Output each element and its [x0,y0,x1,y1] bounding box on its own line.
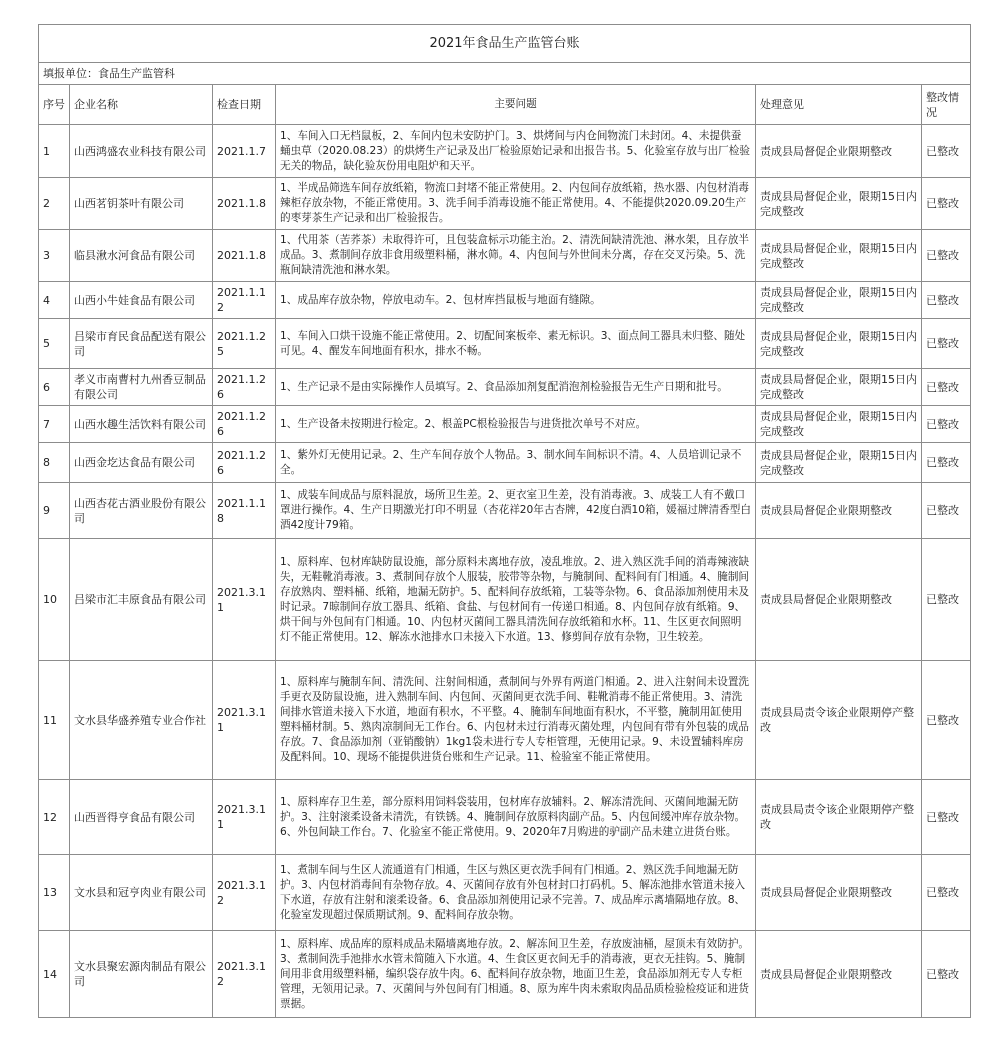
main-issues: 1、车间入口无档鼠板，2、车间内包未安防护门。3、烘烤间与内仓间物流门未封闭。4、未提供蚕蛹虫草（2020.08.23）的烘烤生产记录及出厂检验原始记录和出报告书。5、化验室存放与出厂检验无关的物品，缺化验灰份用电阻炉和天平。 [276,125,756,178]
main-issues: 1、生产设备未按期进行检定。2、根盖PC根检验报告与进货批次单号不对应。 [276,406,756,443]
company-name: 山西茗钥茶叶有限公司 [70,178,213,230]
company-name: 文水县华盛养殖专业合作社 [70,661,213,780]
table-row [39,230,971,282]
company-name: 山西鸿盛农业科技有限公司 [70,125,213,178]
rectification-status: 已整改 [922,282,971,319]
rectification-status: 已整改 [922,780,971,855]
inspection-date: 2021.3.12 [213,931,276,1018]
company-name: 山西杏花古酒业股份有限公司 [70,483,213,539]
row-number: 2 [39,178,70,230]
table-row [39,539,971,661]
row-number: 12 [39,780,70,855]
main-issues: 1、成装车间成品与原料混放，场所卫生差。2、更衣室卫生差，没有消毒液。3、成装工人有不戴口罩进行操作。4、生产日期激光打印不明显（杏花祥20年古杏牌，42度白酒10箱，媛福过牌清香型白酒42度计79箱。 [276,483,756,539]
supervision-ledger-table [38,24,971,1018]
company-name: 山西小牛娃食品有限公司 [70,282,213,319]
inspection-date: 2021.1.7 [213,125,276,178]
main-issues: 1、半成品筛选车间存放纸箱，物流口封堵不能正常使用。2、内包间存放纸箱，热水器、内包材消毒辣柜存放杂物，不能正常使用。3、洗手间手消毒设施不能正常使用。4、不能提供2020.09.20生产的枣芽茶生产记录和出厂检验报告。 [276,178,756,230]
rectification-status: 已整改 [922,855,971,931]
table-row [39,443,971,483]
company-name: 山西金圪达食品有限公司 [70,443,213,483]
handling-opinion: 责成县局督促企业限期整改 [756,931,922,1018]
row-number: 13 [39,855,70,931]
handling-opinion: 责成县局督促企业，限期15日内完成整改 [756,178,922,230]
inspection-date: 2021.1.8 [213,178,276,230]
table-row [39,483,971,539]
company-name: 文水县聚宏源肉制品有限公司 [70,931,213,1018]
header-inspection-date: 检查日期 [213,85,276,125]
inspection-date: 2021.3.12 [213,855,276,931]
rectification-status: 已整改 [922,406,971,443]
main-issues: 1、原料库、包材库缺防鼠设施，部分原料未离地存放，凌乱堆放。2、进入熟区洗手间的消毒辣液缺失，无鞋靴消毒液。3、煮制间存放个人服装，胶带等杂物，与腌制间、配料间有门相通。4、腌制间存放熟肉、塑料桶、纸箱，地漏无防护。5、配料间存放纸箱，工装等杂物。6、食品添加剂使用未及时记录。7晾制间存放工器具、纸箱、食盐、与包材间有一传递口相通。8、内包间存放有纸箱。9、烘干间与外包间有门相通。10、内包材灭菌间工器具清洗间存放纸箱和水杯。11、生区更衣间照明灯不能正常使用。12、解冻水池排水口未接入下水道。13、修剪间存放有杂物，卫生较差。 [276,539,756,661]
rectification-status: 已整改 [922,125,971,178]
company-name: 吕梁市汇丰原食品有限公司 [70,539,213,661]
table-row [39,319,971,369]
inspection-date: 2021.1.18 [213,483,276,539]
rectification-status: 已整改 [922,443,971,483]
inspection-date: 2021.1.8 [213,230,276,282]
main-issues: 1、紫外灯无使用记录。2、生产车间存放个人物品。3、制水间车间标识不清。4、人员培训记录不全。 [276,443,756,483]
handling-opinion: 责成县局督促企业，限期15日内完成整改 [756,369,922,406]
table-row [39,661,971,780]
rectification-status: 已整改 [922,539,971,661]
header-company-name: 企业名称 [70,85,213,125]
inspection-date: 2021.1.26 [213,369,276,406]
table-row [39,780,971,855]
row-number: 5 [39,319,70,369]
handling-opinion: 责成县局督促企业，限期15日内完成整改 [756,406,922,443]
header-no: 序号 [39,85,70,125]
row-number: 10 [39,539,70,661]
main-issues: 1、原料库存卫生差，部分原料用饲料袋装用，包材库存放辅料。2、解冻清洗间、灭菌间地漏无防护。3、注射滚柔设备未清洗，有铁锈。4、腌制间存放原料肉副产品。5、内包间缓冲库存放杂物。6、外包间缺工作台。7、化验室不能正常使用。9、2020年7月购进的驴副产品未建立进货台账。 [276,780,756,855]
header-rectification-status: 整改情况 [922,85,971,125]
main-issues: 1、成品库存放杂物，停放电动车。2、包材库挡鼠板与地面有缝隙。 [276,282,756,319]
handling-opinion: 责成县局督促企业限期整改 [756,855,922,931]
rectification-status: 已整改 [922,178,971,230]
inspection-date: 2021.1.25 [213,319,276,369]
main-issues: 1、原料库与腌制车间、清洗间、注射间相通，煮制间与外界有两道门相通。2、进入注射间未设置洗手更衣及防鼠设施，进入熟制车间、内包间、灭菌间更衣洗手间、鞋靴消毒不能正常使用。3、清洗间排水管道未接入下水道，地面有积水，不平整。4、腌制车间地面有积水，不平整，腌制用缸使用塑料桶材制。5、熟肉凉制间无工作台。6、内包材未过行消毒灭菌处理，内包间有带有外包装的成品存放。7、食品添加剂（亚销酸钠）1kg1袋未进行专人专柜管理，无使用记录。9、未设置辅料库房及配料间。10、现场不能提供进货台账和生产记录。11、检验室不能正常使用。 [276,661,756,780]
inspection-date: 2021.1.26 [213,406,276,443]
company-name: 孝义市南曹村九州香豆制品有限公司 [70,369,213,406]
handling-opinion: 责成县局责令该企业限期停产整改 [756,661,922,780]
handling-opinion: 责成县局督促企业，限期15日内完成整改 [756,282,922,319]
company-name: 山西水趣生活饮料有限公司 [70,406,213,443]
row-number: 1 [39,125,70,178]
main-issues: 1、煮制车间与生区人流通道有门相通，生区与熟区更衣洗手间有门相通。2、熟区洗手间地漏无防护。3、内包材消毒间有杂物存放。4、灭菌间存放有外包材封口打码机。5、解冻池排水管道未接入下水道，存放有注射和滚柔设备。6、食品添加剂使用记录不完善。7、成品库示离墙隔地存放。8、化验室发现超过保质期试剂。9、配料间存放杂物。 [276,855,756,931]
handling-opinion: 责成县局责令该企业限期停产整改 [756,780,922,855]
handling-opinion: 责成县局督促企业，限期15日内完成整改 [756,443,922,483]
handling-opinion: 责成县局督促企业，限期15日内完成整改 [756,230,922,282]
rectification-status: 已整改 [922,661,971,780]
table-row [39,931,971,1018]
table-row [39,178,971,230]
main-issues: 1、生产记录不是由实际操作人员填写。2、食品添加剂复配消泡剂检验报告无生产日期和批号。 [276,369,756,406]
row-number: 14 [39,931,70,1018]
company-name: 山西晋得亨食品有限公司 [70,780,213,855]
ledger-title: 2021年食品生产监管台账 [39,25,971,63]
row-number: 6 [39,369,70,406]
table-row [39,125,971,178]
row-number: 11 [39,661,70,780]
rectification-status: 已整改 [922,931,971,1018]
company-name: 文水县和冠亨肉业有限公司 [70,855,213,931]
rectification-status: 已整改 [922,369,971,406]
table-row [39,855,971,931]
handling-opinion: 责成县局督促企业限期整改 [756,125,922,178]
inspection-date: 2021.3.11 [213,661,276,780]
inspection-date: 2021.3.11 [213,780,276,855]
rectification-status: 已整改 [922,230,971,282]
inspection-date: 2021.1.12 [213,282,276,319]
table-row [39,406,971,443]
main-issues: 1、原料库、成品库的原料成品未隔墙离地存放。2、解冻间卫生差，存放废油桶，屋顶未有效防护。3、煮制间洗手池排水水管未简随入下水道。4、生食区更衣间无手的消毒液，更衣无挂钩。5、腌制间用非食用级塑料桶，编织袋存放牛肉。6、配料间存放杂物，地面卫生差，食品添加剂无专人专柜管理，无领用记录。7、灭菌间与外包间有门相通。8、原为库牛肉未索取肉品品质检验检疫证和进货票据。 [276,931,756,1018]
table-row [39,369,971,406]
main-issues: 1、车间入口烘干设施不能正常使用。2、切配间案板牵、素无标识。3、面点间工器具未归整、随处可见。4、醒发车间地面有积水，排水不畅。 [276,319,756,369]
rectification-status: 已整改 [922,319,971,369]
row-number: 7 [39,406,70,443]
header-main-issues: 主要问题 [276,85,756,125]
inspection-date: 2021.1.26 [213,443,276,483]
company-name: 临县湫水河食品有限公司 [70,230,213,282]
handling-opinion: 责成县局督促企业，限期15日内完成整改 [756,319,922,369]
reporting-unit-value: 食品生产监管科 [98,67,175,80]
handling-opinion: 责成县局督促企业限期整改 [756,483,922,539]
company-name: 吕梁市育民食品配送有限公司 [70,319,213,369]
header-handling-opinion: 处理意见 [756,85,922,125]
reporting-unit-label: 填报单位： [43,67,98,80]
row-number: 8 [39,443,70,483]
reporting-unit [39,63,971,85]
main-issues: 1、代用茶（苦荞茶）未取得许可，且包装盒标示功能主治。2、清洗间缺清洗池、淋水架，且存放半成品。3、煮制间存放非食用级塑料桶，淋水筛。4、内包间与外世间未分离，存在交叉污染。5、洗瓶间缺清洗池和淋水架。 [276,230,756,282]
table-row [39,282,971,319]
row-number: 9 [39,483,70,539]
row-number: 3 [39,230,70,282]
header-row [39,85,971,125]
inspection-date: 2021.3.11 [213,539,276,661]
rectification-status: 已整改 [922,483,971,539]
row-number: 4 [39,282,70,319]
handling-opinion: 责成县局督促企业限期整改 [756,539,922,661]
